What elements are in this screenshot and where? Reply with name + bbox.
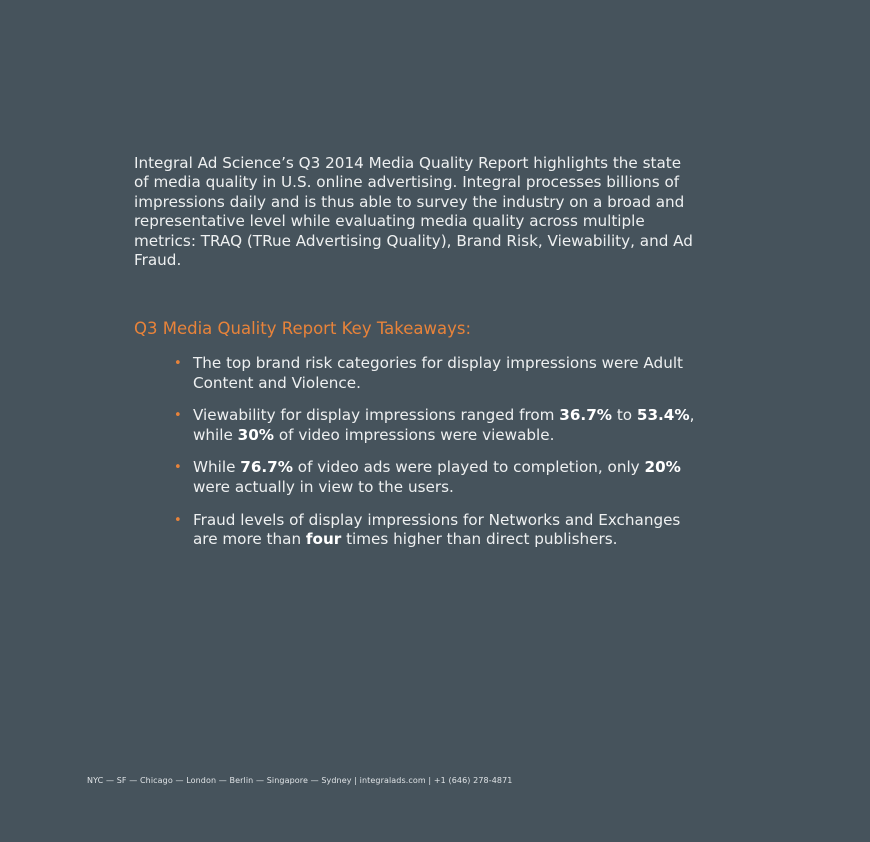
key-takeaways-list <box>173 354 703 563</box>
takeaway-stat: 76.7% <box>240 458 293 477</box>
takeaway-text: of video impressions were viewable. <box>274 425 555 444</box>
takeaway-viewability <box>173 406 703 445</box>
bullet-icon: • <box>174 356 182 371</box>
intro-paragraph: Integral Ad Science’s Q3 2014 Media Quality Report highlights the state of media quality in U.S. online advertising. Integral processes billions of impressions daily and is thus able to survey the industry on a broad and representative level while evaluating media quality across multiple metrics: TRAQ (TRue Advertising Quality), Brand Risk, Viewability, and Ad Fraud. <box>134 154 693 270</box>
bullet-icon: • <box>174 460 182 476</box>
takeaway-text: Viewability for display impressions ranged from <box>193 406 560 425</box>
takeaway-brand-risk <box>173 354 703 393</box>
takeaway-text: While <box>193 458 241 477</box>
takeaway-fraud-levels <box>173 511 703 550</box>
takeaway-stat: 53.4% <box>636 406 690 425</box>
takeaway-stat: 20% <box>644 458 681 477</box>
takeaway-text: , while <box>193 406 695 444</box>
bullet-icon: • <box>174 512 182 528</box>
key-takeaways-heading: Q3 Media Quality Report Key Takeaways: <box>134 319 472 338</box>
footer-contact-line: NYC — SF — Chicago — London — Berlin — Singapore — Sydney | integralads.com | +1 (646) 278-4871 <box>87 776 513 785</box>
takeaway-text: Fraud levels of display impressions for Networks and Exchanges are more than <box>193 510 681 549</box>
takeaway-text: of video ads were played to completion, only <box>292 458 645 477</box>
takeaway-stat: 36.7% <box>559 406 612 425</box>
takeaway-text: were actually in view to the users. <box>193 477 454 496</box>
bullet-icon: • <box>174 408 182 424</box>
takeaway-video-completion <box>173 458 703 497</box>
takeaway-text: to <box>612 406 637 425</box>
takeaway-stat: 30% <box>237 425 275 444</box>
takeaway-text: times higher than direct publishers. <box>341 530 618 549</box>
takeaway-stat: four <box>305 530 342 549</box>
takeaway-text: The top brand risk categories for display impressions were Adult Content and Violence. <box>193 354 683 392</box>
